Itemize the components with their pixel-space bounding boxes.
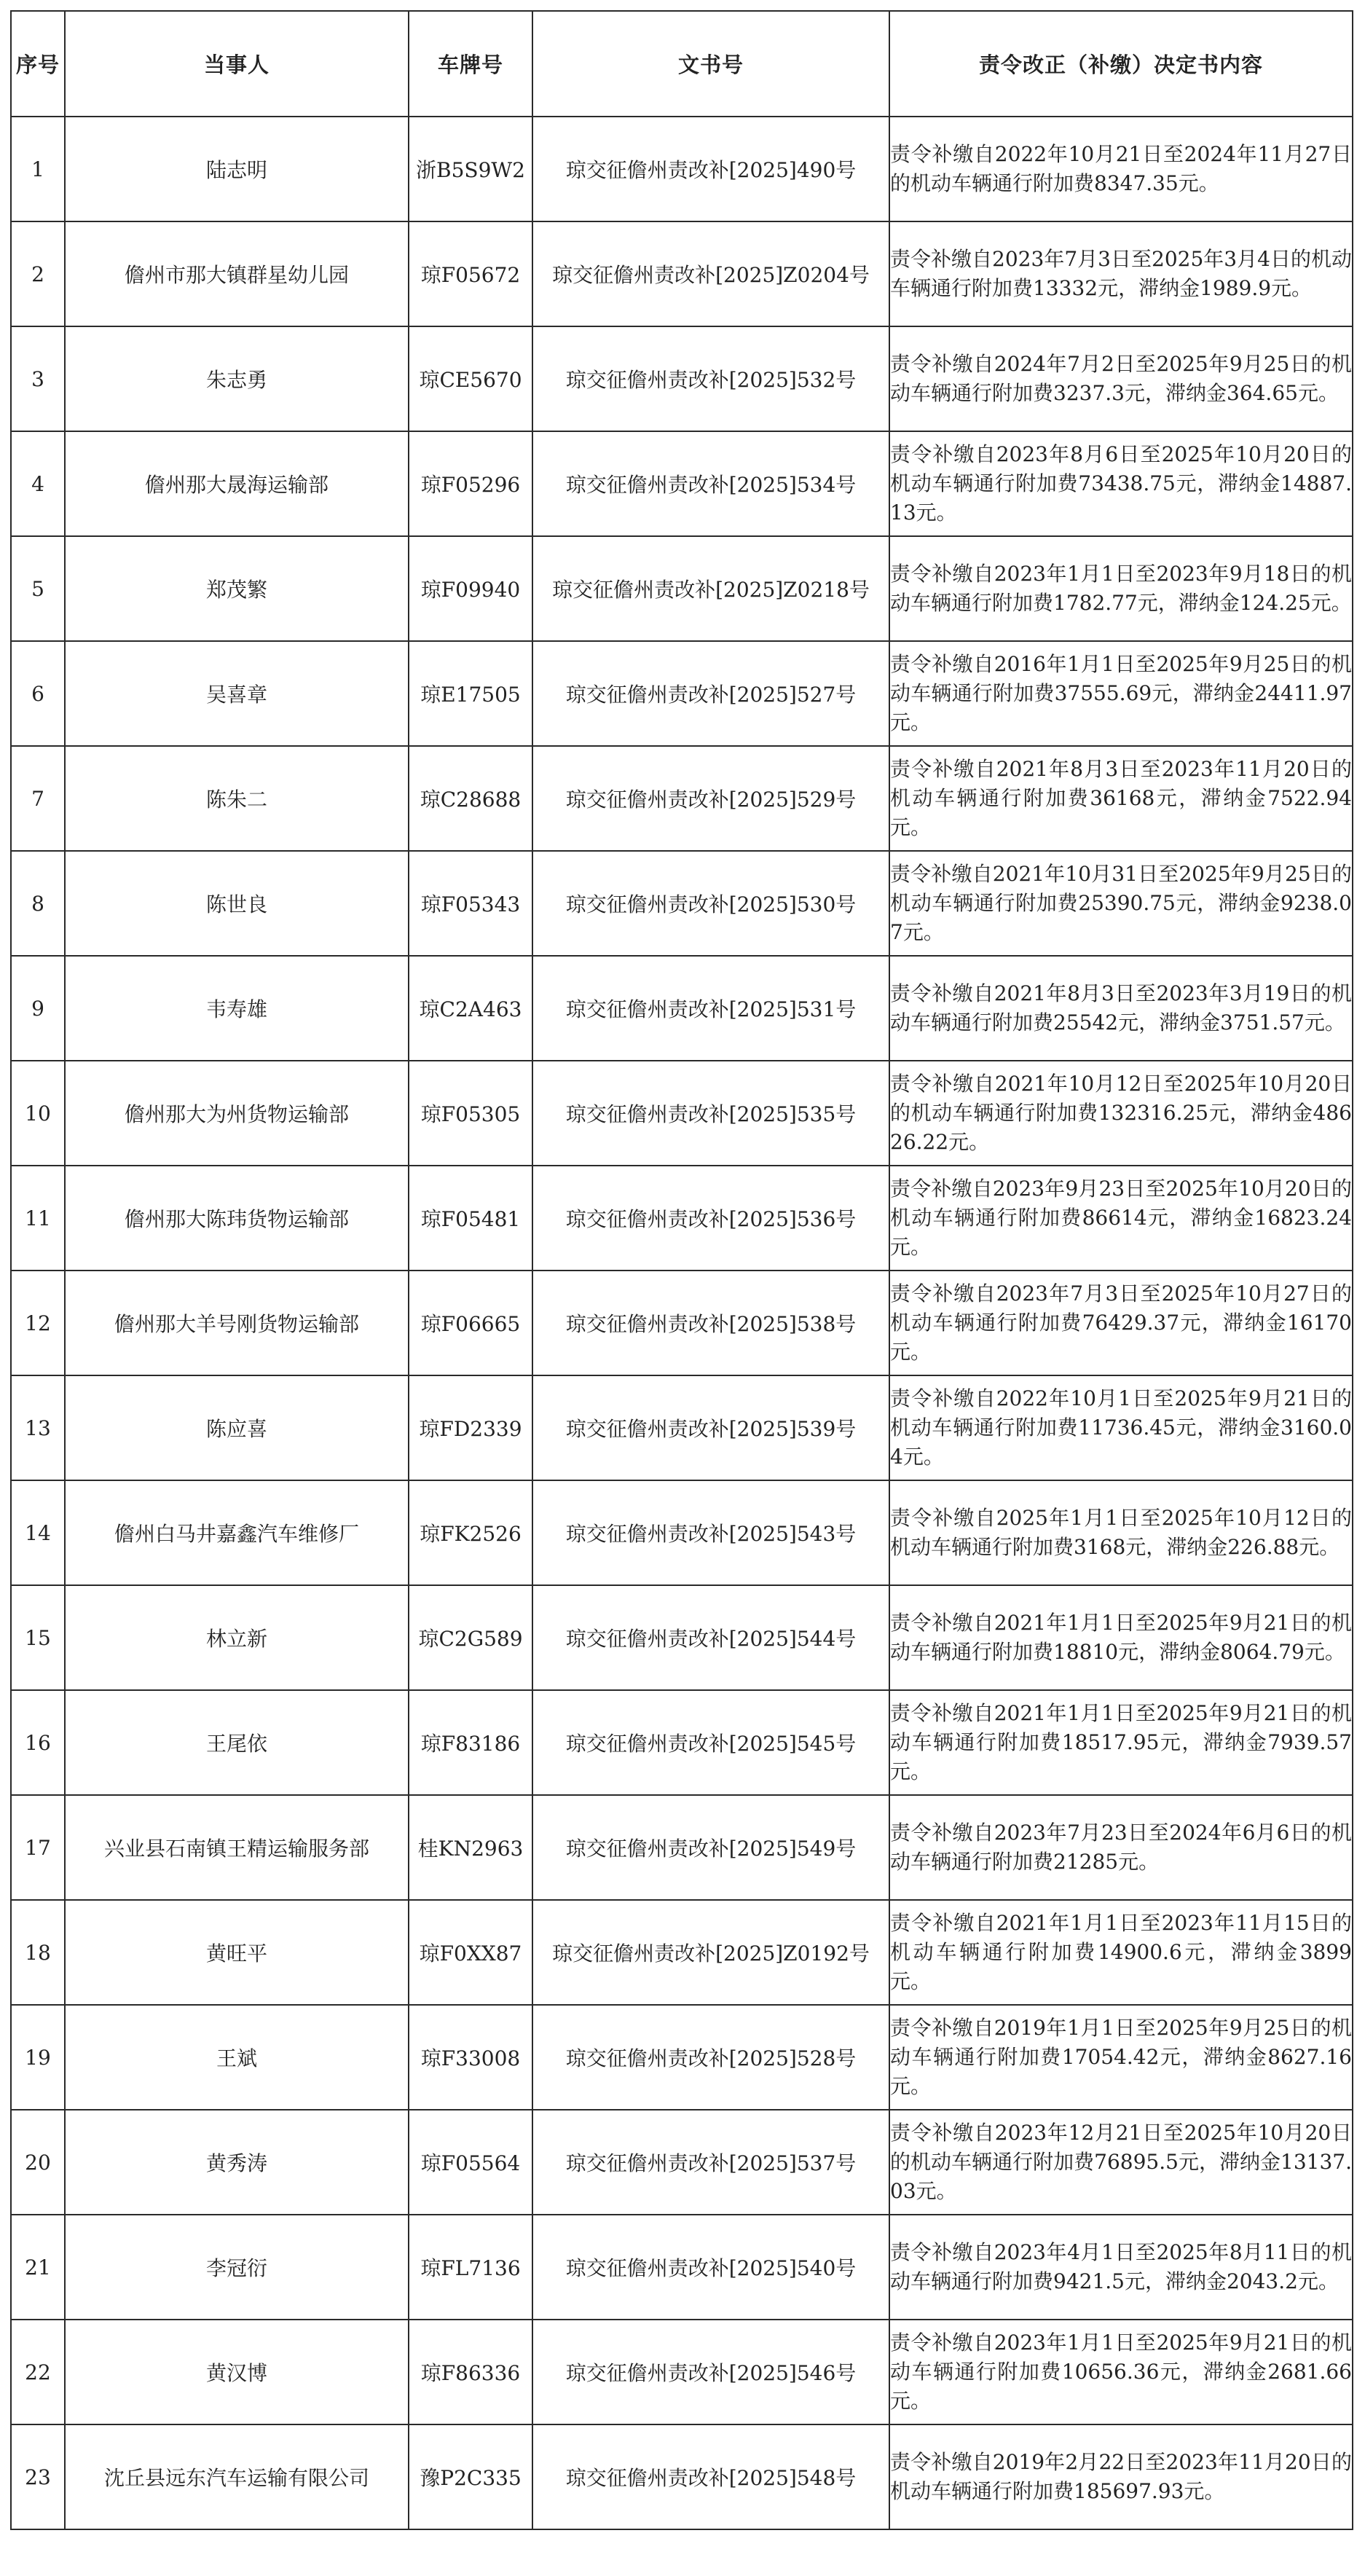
cell-plate: 琼F05343 bbox=[409, 851, 532, 956]
table-row bbox=[11, 2005, 1353, 2110]
cell-seq: 10 bbox=[11, 1061, 65, 1166]
cell-plate: 琼F0XX87 bbox=[409, 1900, 532, 2005]
cell-doc: 琼交征儋州责改补[2025]540号 bbox=[532, 2215, 889, 2320]
cell-party: 朱志勇 bbox=[65, 326, 409, 431]
cell-seq: 8 bbox=[11, 851, 65, 956]
cell-content: 责令补缴自2023年9月23日至2025年10月20日的机动车辆通行附加费86614元，滞纳金16823.24元。 bbox=[889, 1166, 1353, 1271]
cell-content: 责令补缴自2021年8月3日至2023年11月20日的机动车辆通行附加费36168元，滞纳金7522.94元。 bbox=[889, 746, 1353, 851]
cell-doc: 琼交征儋州责改补[2025]490号 bbox=[532, 117, 889, 221]
cell-seq: 14 bbox=[11, 1480, 65, 1585]
cell-doc: 琼交征儋州责改补[2025]545号 bbox=[532, 1690, 889, 1795]
cell-seq: 2 bbox=[11, 221, 65, 326]
cell-seq: 17 bbox=[11, 1795, 65, 1900]
cell-plate: 琼F05481 bbox=[409, 1166, 532, 1271]
table-row bbox=[11, 851, 1353, 956]
cell-plate: 琼FD2339 bbox=[409, 1375, 532, 1480]
cell-content: 责令补缴自2023年12月21日至2025年10月20日的机动车辆通行附加费76895.5元，滞纳金13137.03元。 bbox=[889, 2110, 1353, 2215]
table-row bbox=[11, 1795, 1353, 1900]
cell-content: 责令补缴自2021年1月1日至2025年9月21日的机动车辆通行附加费18517.95元，滞纳金7939.57元。 bbox=[889, 1690, 1353, 1795]
cell-plate: 琼FK2526 bbox=[409, 1480, 532, 1585]
table-row bbox=[11, 641, 1353, 746]
cell-party: 兴业县石南镇王精运输服务部 bbox=[65, 1795, 409, 1900]
cell-content: 责令补缴自2024年7月2日至2025年9月25日的机动车辆通行附加费3237.3元，滞纳金364.65元。 bbox=[889, 326, 1353, 431]
cell-plate: 琼F05305 bbox=[409, 1061, 532, 1166]
cell-party: 黄汉博 bbox=[65, 2320, 409, 2424]
cell-plate: 豫P2C335 bbox=[409, 2424, 532, 2529]
notice-table bbox=[10, 10, 1353, 2530]
cell-seq: 6 bbox=[11, 641, 65, 746]
table-row bbox=[11, 1690, 1353, 1795]
cell-plate: 琼F09940 bbox=[409, 536, 532, 641]
cell-party: 王尾依 bbox=[65, 1690, 409, 1795]
cell-seq: 18 bbox=[11, 1900, 65, 2005]
cell-party: 儋州那大晟海运输部 bbox=[65, 431, 409, 536]
cell-doc: 琼交征儋州责改补[2025]535号 bbox=[532, 1061, 889, 1166]
cell-seq: 13 bbox=[11, 1375, 65, 1480]
cell-doc: 琼交征儋州责改补[2025]539号 bbox=[532, 1375, 889, 1480]
table-row bbox=[11, 1166, 1353, 1271]
cell-seq: 12 bbox=[11, 1271, 65, 1375]
cell-plate: 琼F06665 bbox=[409, 1271, 532, 1375]
cell-content: 责令补缴自2023年1月1日至2023年9月18日的机动车辆通行附加费1782.77元，滞纳金124.25元。 bbox=[889, 536, 1353, 641]
cell-doc: 琼交征儋州责改补[2025]538号 bbox=[532, 1271, 889, 1375]
cell-doc: 琼交征儋州责改补[2025]531号 bbox=[532, 956, 889, 1061]
cell-content: 责令补缴自2023年7月3日至2025年3月4日的机动车辆通行附加费13332元，滞纳金1989.9元。 bbox=[889, 221, 1353, 326]
cell-doc: 琼交征儋州责改补[2025]546号 bbox=[532, 2320, 889, 2424]
table-row bbox=[11, 1480, 1353, 1585]
cell-party: 儋州市那大镇群星幼儿园 bbox=[65, 221, 409, 326]
cell-party: 儋州那大为州货物运输部 bbox=[65, 1061, 409, 1166]
cell-content: 责令补缴自2023年7月23日至2024年6月6日的机动车辆通行附加费21285元。 bbox=[889, 1795, 1353, 1900]
table-row bbox=[11, 536, 1353, 641]
table-row bbox=[11, 1900, 1353, 2005]
header-party: 当事人 bbox=[65, 11, 409, 117]
cell-content: 责令补缴自2023年4月1日至2025年8月11日的机动车辆通行附加费9421.5元，滞纳金2043.2元。 bbox=[889, 2215, 1353, 2320]
cell-content: 责令补缴自2022年10月1日至2025年9月21日的机动车辆通行附加费11736.45元，滞纳金3160.04元。 bbox=[889, 1375, 1353, 1480]
cell-content: 责令补缴自2021年10月31日至2025年9月25日的机动车辆通行附加费25390.75元，滞纳金9238.07元。 bbox=[889, 851, 1353, 956]
table-body bbox=[11, 117, 1353, 2529]
cell-party: 韦寿雄 bbox=[65, 956, 409, 1061]
cell-content: 责令补缴自2021年1月1日至2025年9月21日的机动车辆通行附加费18810元，滞纳金8064.79元。 bbox=[889, 1585, 1353, 1690]
cell-seq: 3 bbox=[11, 326, 65, 431]
cell-party: 儋州那大陈玮货物运输部 bbox=[65, 1166, 409, 1271]
cell-party: 陆志明 bbox=[65, 117, 409, 221]
cell-plate: 琼C2A463 bbox=[409, 956, 532, 1061]
header-seq: 序号 bbox=[11, 11, 65, 117]
cell-seq: 7 bbox=[11, 746, 65, 851]
cell-seq: 23 bbox=[11, 2424, 65, 2529]
cell-content: 责令补缴自2019年2月22日至2023年11月20日的机动车辆通行附加费185697.93元。 bbox=[889, 2424, 1353, 2529]
table-row bbox=[11, 1061, 1353, 1166]
cell-plate: 琼F33008 bbox=[409, 2005, 532, 2110]
cell-party: 林立新 bbox=[65, 1585, 409, 1690]
cell-doc: 琼交征儋州责改补[2025]529号 bbox=[532, 746, 889, 851]
cell-seq: 11 bbox=[11, 1166, 65, 1271]
cell-party: 陈朱二 bbox=[65, 746, 409, 851]
table-row bbox=[11, 2424, 1353, 2529]
table-row bbox=[11, 1585, 1353, 1690]
table-row bbox=[11, 2320, 1353, 2424]
cell-doc: 琼交征儋州责改补[2025]Z0192号 bbox=[532, 1900, 889, 2005]
table-row bbox=[11, 2215, 1353, 2320]
cell-plate: 琼F05564 bbox=[409, 2110, 532, 2215]
cell-content: 责令补缴自2021年8月3日至2023年3月19日的机动车辆通行附加费25542元，滞纳金3751.57元。 bbox=[889, 956, 1353, 1061]
cell-plate: 琼F05296 bbox=[409, 431, 532, 536]
cell-seq: 15 bbox=[11, 1585, 65, 1690]
cell-party: 黄旺平 bbox=[65, 1900, 409, 2005]
table-header bbox=[11, 11, 1353, 117]
cell-content: 责令补缴自2022年10月21日至2024年11月27日的机动车辆通行附加费8347.35元。 bbox=[889, 117, 1353, 221]
header-plate: 车牌号 bbox=[409, 11, 532, 117]
table-row bbox=[11, 2110, 1353, 2215]
cell-doc: 琼交征儋州责改补[2025]Z0218号 bbox=[532, 536, 889, 641]
cell-party: 儋州白马井嘉鑫汽车维修厂 bbox=[65, 1480, 409, 1585]
cell-doc: 琼交征儋州责改补[2025]544号 bbox=[532, 1585, 889, 1690]
table-row bbox=[11, 326, 1353, 431]
cell-plate: 琼C28688 bbox=[409, 746, 532, 851]
cell-doc: 琼交征儋州责改补[2025]534号 bbox=[532, 431, 889, 536]
cell-doc: 琼交征儋州责改补[2025]549号 bbox=[532, 1795, 889, 1900]
cell-plate: 浙B5S9W2 bbox=[409, 117, 532, 221]
cell-plate: 琼C2G589 bbox=[409, 1585, 532, 1690]
cell-seq: 5 bbox=[11, 536, 65, 641]
cell-plate: 桂KN2963 bbox=[409, 1795, 532, 1900]
cell-doc: 琼交征儋州责改补[2025]Z0204号 bbox=[532, 221, 889, 326]
cell-content: 责令补缴自2016年1月1日至2025年9月25日的机动车辆通行附加费37555.69元，滞纳金24411.97元。 bbox=[889, 641, 1353, 746]
table-row bbox=[11, 956, 1353, 1061]
cell-party: 吴喜章 bbox=[65, 641, 409, 746]
cell-seq: 22 bbox=[11, 2320, 65, 2424]
cell-content: 责令补缴自2023年7月3日至2025年10月27日的机动车辆通行附加费76429.37元，滞纳金16170元。 bbox=[889, 1271, 1353, 1375]
table-row bbox=[11, 221, 1353, 326]
cell-seq: 19 bbox=[11, 2005, 65, 2110]
cell-plate: 琼F05672 bbox=[409, 221, 532, 326]
header-doc: 文书号 bbox=[532, 11, 889, 117]
cell-content: 责令补缴自2021年10月12日至2025年10月20日的机动车辆通行附加费132316.25元，滞纳金48626.22元。 bbox=[889, 1061, 1353, 1166]
cell-content: 责令补缴自2023年8月6日至2025年10月20日的机动车辆通行附加费73438.75元，滞纳金14887.13元。 bbox=[889, 431, 1353, 536]
cell-doc: 琼交征儋州责改补[2025]537号 bbox=[532, 2110, 889, 2215]
table-row bbox=[11, 1375, 1353, 1480]
cell-party: 王斌 bbox=[65, 2005, 409, 2110]
cell-plate: 琼E17505 bbox=[409, 641, 532, 746]
cell-plate: 琼F83186 bbox=[409, 1690, 532, 1795]
cell-doc: 琼交征儋州责改补[2025]528号 bbox=[532, 2005, 889, 2110]
cell-doc: 琼交征儋州责改补[2025]548号 bbox=[532, 2424, 889, 2529]
cell-party: 儋州那大羊号刚货物运输部 bbox=[65, 1271, 409, 1375]
cell-plate: 琼CE5670 bbox=[409, 326, 532, 431]
table-row bbox=[11, 431, 1353, 536]
cell-seq: 4 bbox=[11, 431, 65, 536]
cell-doc: 琼交征儋州责改补[2025]536号 bbox=[532, 1166, 889, 1271]
cell-party: 黄秀涛 bbox=[65, 2110, 409, 2215]
table-row bbox=[11, 117, 1353, 221]
cell-doc: 琼交征儋州责改补[2025]530号 bbox=[532, 851, 889, 956]
cell-party: 李冠衍 bbox=[65, 2215, 409, 2320]
cell-party: 陈应喜 bbox=[65, 1375, 409, 1480]
cell-seq: 20 bbox=[11, 2110, 65, 2215]
cell-party: 沈丘县远东汽车运输有限公司 bbox=[65, 2424, 409, 2529]
cell-seq: 16 bbox=[11, 1690, 65, 1795]
cell-content: 责令补缴自2023年1月1日至2025年9月21日的机动车辆通行附加费10656.36元，滞纳金2681.66元。 bbox=[889, 2320, 1353, 2424]
cell-content: 责令补缴自2021年1月1日至2023年11月15日的机动车辆通行附加费14900.6元，滞纳金3899元。 bbox=[889, 1900, 1353, 2005]
cell-seq: 1 bbox=[11, 117, 65, 221]
cell-doc: 琼交征儋州责改补[2025]532号 bbox=[532, 326, 889, 431]
cell-content: 责令补缴自2025年1月1日至2025年10月12日的机动车辆通行附加费3168元，滞纳金226.88元。 bbox=[889, 1480, 1353, 1585]
cell-content: 责令补缴自2019年1月1日至2025年9月25日的机动车辆通行附加费17054.42元，滞纳金8627.16元。 bbox=[889, 2005, 1353, 2110]
cell-plate: 琼F86336 bbox=[409, 2320, 532, 2424]
cell-doc: 琼交征儋州责改补[2025]527号 bbox=[532, 641, 889, 746]
header-row bbox=[11, 11, 1353, 117]
cell-seq: 9 bbox=[11, 956, 65, 1061]
table-row bbox=[11, 1271, 1353, 1375]
header-content: 责令改正（补缴）决定书内容 bbox=[889, 11, 1353, 117]
cell-party: 陈世良 bbox=[65, 851, 409, 956]
cell-doc: 琼交征儋州责改补[2025]543号 bbox=[532, 1480, 889, 1585]
cell-plate: 琼FL7136 bbox=[409, 2215, 532, 2320]
table-row bbox=[11, 746, 1353, 851]
cell-party: 郑茂繁 bbox=[65, 536, 409, 641]
cell-seq: 21 bbox=[11, 2215, 65, 2320]
